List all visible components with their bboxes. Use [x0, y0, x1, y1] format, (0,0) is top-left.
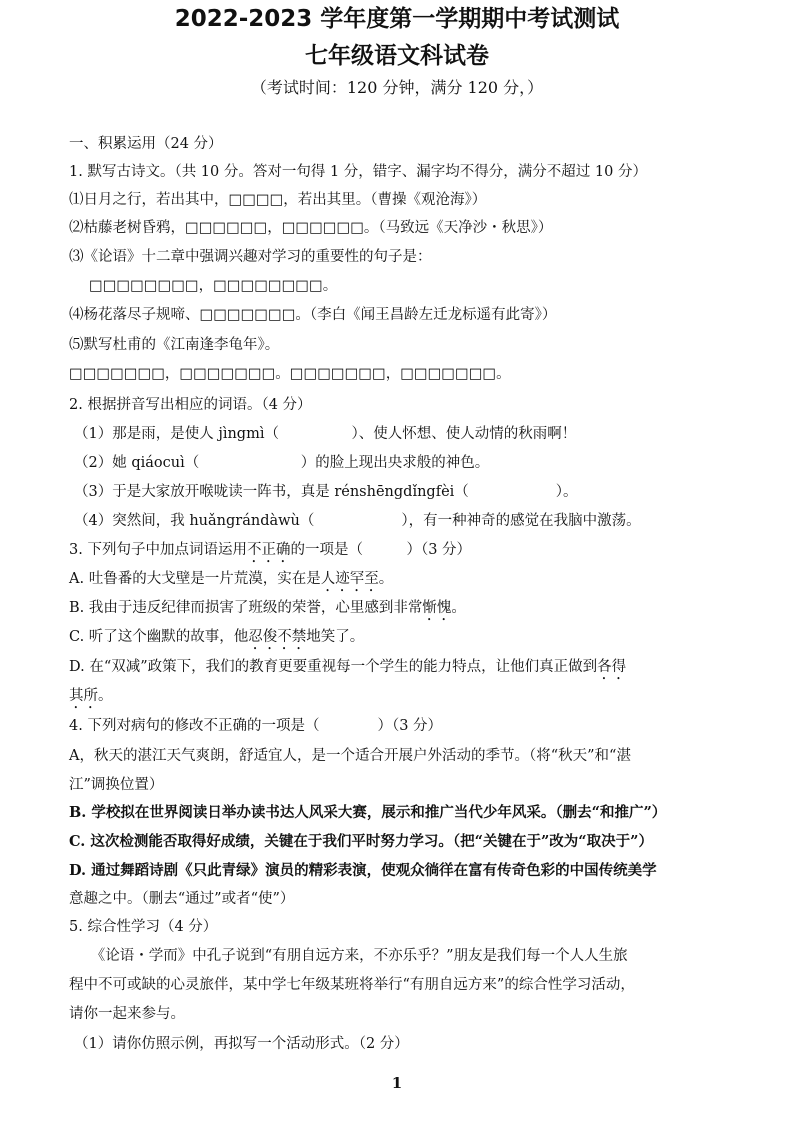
q1-line4: ⑷杨花落尽子规啼、□□□□□□□。（李白《闻王昌龄左迁龙标遥有此寄》）	[69, 307, 557, 323]
q3-a-end: 。	[378, 571, 394, 587]
q3-c-text: C. 听了这个幽默的故事，他	[69, 629, 249, 645]
section-heading: 一、积累运用（24 分）	[69, 136, 223, 152]
q3-d-end: 。	[98, 688, 113, 704]
q3-stem-pre: 3. 下列句子中加点词语运用	[69, 542, 247, 558]
q1-line2: ⑵枯藤老树昏鸦，□□□□□□，□□□□□□。（马致远《天净沙・秋思》）	[69, 220, 553, 236]
q5-paragraph-line1: 《论语・学而》中孔子说到“有朋自远方来，不亦乐乎？”朋友是我们每一个人人生旅	[69, 948, 628, 964]
q5-stem: 5. 综合性学习（4 分）	[69, 919, 218, 935]
q3-option-d-line2	[69, 686, 729, 712]
q2-stem: 2. 根据拼音写出相应的词语。（4 分）	[69, 397, 312, 413]
q3-b-end: 。	[451, 600, 466, 616]
q3-b-dotted-word: 惭愧	[422, 600, 452, 616]
q1-line5-blanks: □□□□□□□，□□□□□□□。□□□□□□□，□□□□□□□。	[69, 366, 511, 382]
q5-paragraph-line2: 程中不可或缺的心灵旅伴，某中学七年级某班将举行“有朋自远方来”的综合性学习活动，	[69, 977, 635, 993]
q5-paragraph-line3: 请你一起来参与。	[69, 1006, 185, 1022]
q1-line1: ⑴日月之行，若出其中，□□□□，若出其里。（曹操《观沧海》）	[69, 192, 487, 208]
q2-item-2: （2）她 qiáocuì（ ）的脸上现出央求般的神色。	[74, 455, 490, 471]
q3-option-c	[69, 627, 729, 653]
q3-b-text: B. 我由于违反纪律而损害了班级的荣誉，心里感到非常	[69, 600, 423, 616]
q4-option-a-line1: A，秋天的湛江天气爽朗，舒适宜人，是一个适合开展户外活动的季节。（将“秋天”和“湛	[69, 748, 631, 764]
q3-option-b	[69, 598, 729, 624]
exam-info: （考试时间：120 分钟，满分 120 分，）	[250, 78, 544, 97]
q3-stem-post: 的一项是（ ）（3 分）	[290, 542, 472, 558]
q2-item-1: （1）那是雨，是使人 jìngmì（ ）、使人怀想、使人动情的秋雨啊！	[74, 426, 577, 442]
q4-stem: 4. 下列对病句的修改不正确的一项是（ ）（3 分）	[69, 718, 443, 734]
q3-a-dotted-word: 人迹罕至	[320, 571, 379, 587]
q3-option-a	[69, 569, 729, 595]
q4-option-d-line2: 意趣之中。（删去“通过”或者“使”）	[69, 891, 295, 907]
q3-stem	[69, 540, 729, 566]
q2-item-3: （3）于是大家放开喉咙读一阵书，真是 rénshēngdǐngfèi（ ）。	[74, 484, 578, 500]
page-number: 1	[391, 1074, 403, 1092]
q3-c-dotted-word: 忍俊不禁	[248, 629, 307, 645]
q2-item-4: （4）突然间，我 huǎngrándàwù（ ），有一种神奇的感觉在我脑中激荡。	[74, 513, 641, 529]
q4-option-d-line1: D. 通过舞蹈诗剧《只此青绿》演员的精彩表演，使观众徜徉在富有传奇色彩的中国传统美学	[69, 862, 657, 879]
q1-line3-blanks: □□□□□□□□，□□□□□□□□。	[89, 278, 338, 294]
q3-d-text: D. 在“双减”政策下，我们的教育更要重视每一个学生的能力特点，让他们真正做到	[69, 659, 598, 675]
q4-option-a-line2: 江”调换位置）	[69, 777, 164, 793]
exam-title: 2022-2023 学年度第一学期期中考试测试	[174, 6, 620, 32]
q1-stem: 1. 默写古诗文。（共 10 分。答对一句得 1 分，错字、漏字均不得分，满分不超过 10 分）	[69, 164, 647, 180]
q3-option-d-line1	[69, 657, 729, 683]
q3-c-end: 地笑了。	[306, 629, 365, 645]
q3-a-text: A. 吐鲁番的大戈壁是一片荒漠，实在是	[69, 571, 321, 587]
q3-stem-emphasis: 不正确	[246, 542, 291, 558]
q3-d-dotted-word-1: 各得	[597, 659, 627, 675]
exam-subtitle: 七年级语文科试卷	[305, 43, 489, 69]
q1-line3: ⑶《论语》十二章中强调兴趣对学习的重要性的句子是：	[69, 249, 432, 265]
q4-option-b: B. 学校拟在世界阅读日举办读书达人风采大赛，展示和推广当代少年风采。（删去“和推广”）	[69, 804, 667, 821]
q3-d-dotted-word-2: 其所	[69, 688, 98, 704]
q4-option-c: C. 这次检测能否取得好成绩，关键在于我们平时努力学习。（把“关键在于”改为“取决于”）	[69, 833, 653, 850]
q1-line5: ⑸默写杜甫的《江南逢李龟年》。	[69, 337, 280, 353]
q5-subquestion-1: （1）请你仿照示例，再拟写一个活动形式。（2 分）	[74, 1036, 409, 1052]
